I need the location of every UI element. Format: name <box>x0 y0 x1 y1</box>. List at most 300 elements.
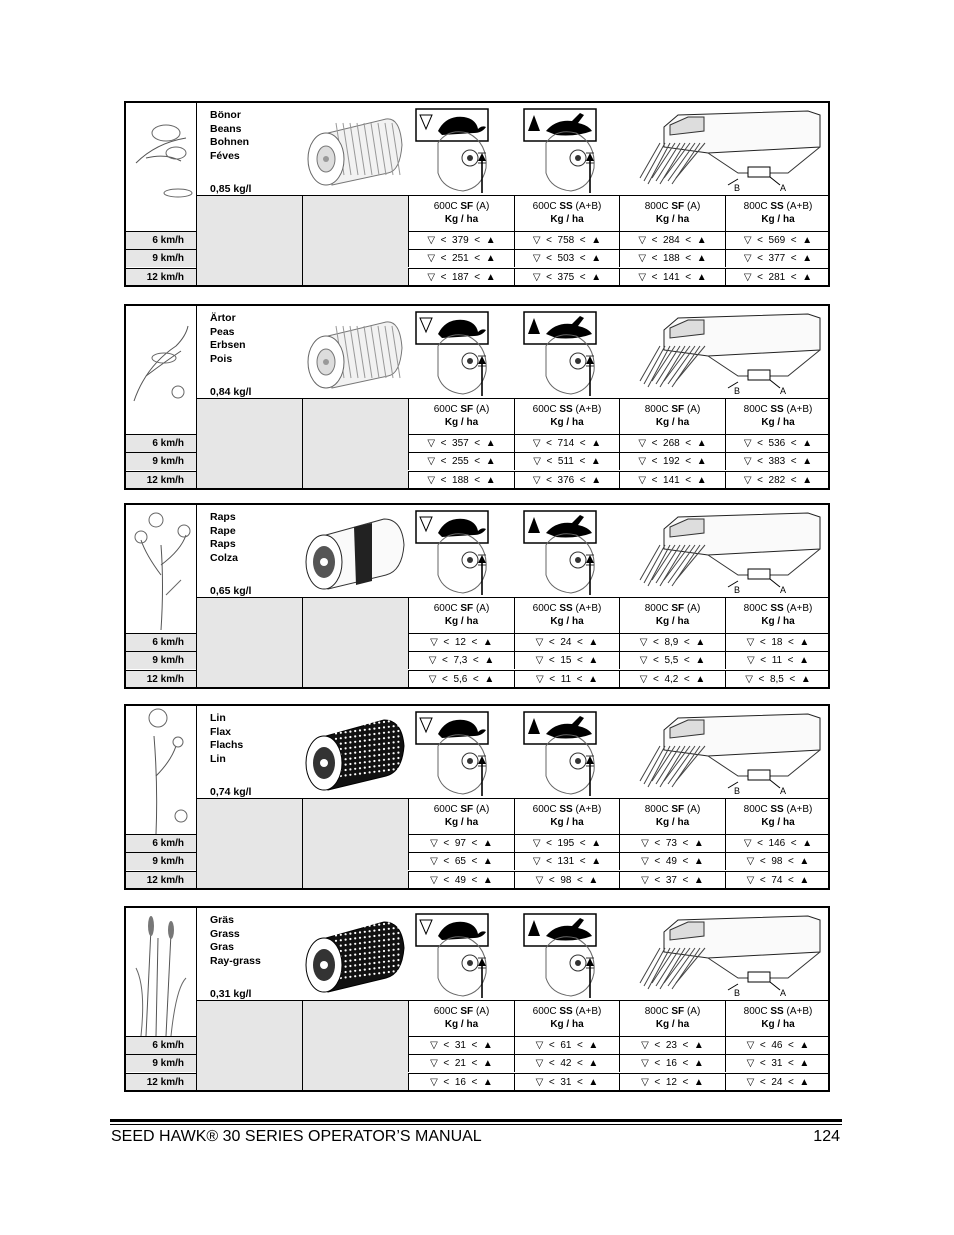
lt-symbol: < <box>682 1040 689 1051</box>
rate-value: 16 <box>665 1058 677 1069</box>
lt-symbol: < <box>685 253 692 264</box>
lt-symbol: < <box>759 637 766 648</box>
lt-symbol: < <box>443 1058 450 1069</box>
blank-cell <box>302 798 408 890</box>
rate-cell <box>619 871 725 889</box>
speed-label: 9 km/h <box>126 651 196 669</box>
model-name: 600C <box>433 603 458 614</box>
lt-symbol: < <box>685 235 692 246</box>
model-name: 600C <box>532 201 557 212</box>
footer-rule <box>110 1119 842 1122</box>
high-symbol: ▲ <box>482 1077 493 1088</box>
lt-symbol: < <box>443 838 450 849</box>
rate-value: 192 <box>663 456 680 467</box>
rate-value: 61 <box>560 1040 572 1051</box>
page-number: 124 <box>813 1128 840 1145</box>
rate-cell <box>725 651 830 669</box>
low-symbol: ▽ <box>430 1077 438 1088</box>
lt-symbol: < <box>546 253 552 264</box>
low-symbol: ▽ <box>743 438 752 449</box>
high-symbol: ▲ <box>485 475 496 486</box>
rate-column-header <box>619 597 725 633</box>
high-symbol: ▲ <box>591 438 602 449</box>
metering-config: (A+B) <box>575 201 602 212</box>
lt-symbol: < <box>790 438 797 449</box>
lt-symbol: < <box>789 674 796 685</box>
rate-value: 24 <box>771 1077 783 1088</box>
high-symbol: ▲ <box>588 1040 599 1051</box>
lt-symbol: < <box>654 856 661 867</box>
rate-value: 18 <box>771 637 783 648</box>
speed-label: 6 km/h <box>126 1036 196 1054</box>
lt-symbol: < <box>546 272 552 283</box>
rate-cell <box>408 670 514 688</box>
crop-name: Bönor <box>210 109 241 121</box>
crop-name: Colza <box>210 551 239 564</box>
blank-cell <box>302 1000 408 1092</box>
rate-unit: Kg / ha <box>761 616 795 627</box>
high-symbol: ▲ <box>590 456 601 467</box>
lt-symbol: < <box>651 456 658 467</box>
low-symbol: ▽ <box>427 438 436 449</box>
rate-value: 16 <box>454 1077 466 1088</box>
speed-setting-icons <box>408 306 830 398</box>
blank-cell <box>196 798 302 890</box>
plant-illustration <box>126 706 197 836</box>
lt-symbol: < <box>546 438 552 449</box>
lt-symbol: < <box>757 272 763 283</box>
low-symbol: ▽ <box>535 875 544 886</box>
low-symbol: ▽ <box>743 272 752 283</box>
lt-symbol: < <box>757 235 763 246</box>
rate-value: 569 <box>768 235 786 246</box>
lt-symbol: < <box>546 456 553 467</box>
low-symbol: ▽ <box>428 655 437 666</box>
lt-symbol: < <box>440 456 447 467</box>
speed-setting-icons <box>408 908 830 1000</box>
rate-value: 282 <box>768 475 786 486</box>
low-symbol: ▽ <box>428 674 437 685</box>
rate-cell <box>725 834 830 852</box>
blank-cell <box>196 1000 302 1092</box>
high-symbol: ▲ <box>485 253 496 264</box>
rate-unit: Kg / ha <box>655 817 690 828</box>
rate-value: 141 <box>663 475 680 486</box>
rate-unit: Kg / ha <box>655 616 690 627</box>
low-symbol: ▽ <box>746 1040 755 1051</box>
model-type: SF <box>460 1006 474 1017</box>
rate-cell <box>408 268 514 286</box>
lt-symbol: < <box>440 235 447 246</box>
roller-illustration <box>298 916 408 996</box>
model-name: 600C <box>532 404 557 415</box>
rate-cell <box>725 268 830 286</box>
lt-symbol: < <box>471 1040 478 1051</box>
rate-value: 281 <box>768 272 786 283</box>
crop-table <box>124 101 830 287</box>
rate-cell <box>408 1073 514 1091</box>
crop-density: 0,31 kg/l <box>210 988 252 1000</box>
lt-symbol: < <box>443 856 450 867</box>
lt-symbol: < <box>790 235 797 246</box>
blank-cell <box>302 398 408 490</box>
lt-symbol: < <box>790 475 797 486</box>
metering-config: (A) <box>475 404 490 415</box>
rate-cell <box>514 651 619 669</box>
rate-cell <box>619 231 725 249</box>
lt-symbol: < <box>683 674 690 685</box>
crop-names <box>210 712 252 798</box>
rate-cell <box>725 231 830 249</box>
high-symbol: ▲ <box>799 1077 810 1088</box>
rate-column-header <box>408 398 514 434</box>
high-symbol: ▲ <box>693 838 704 849</box>
lt-symbol: < <box>474 438 481 449</box>
label-a: A <box>780 386 787 396</box>
rate-value: 42 <box>560 1058 572 1069</box>
rate-cell <box>514 871 619 889</box>
speed-label: 12 km/h <box>126 670 196 688</box>
rate-cell <box>619 471 725 489</box>
rate-cell <box>514 434 619 452</box>
label-a: A <box>780 183 787 193</box>
lt-symbol: < <box>577 1058 583 1069</box>
lt-symbol: < <box>548 875 555 886</box>
lt-symbol: < <box>579 272 586 283</box>
lt-symbol: < <box>683 655 690 666</box>
metering-config: (A) <box>475 201 490 212</box>
high-symbol: ▲ <box>802 235 813 246</box>
speed-label: 9 km/h <box>126 249 196 267</box>
lt-symbol: < <box>443 1040 450 1051</box>
rate-unit: Kg / ha <box>550 214 584 225</box>
speed-label: 12 km/h <box>126 268 196 286</box>
high-symbol: ▲ <box>693 1058 704 1069</box>
crop-name: Ärtor <box>210 312 236 324</box>
lt-symbol: < <box>759 1058 766 1069</box>
low-symbol: ▽ <box>743 456 752 467</box>
lt-symbol: < <box>474 475 481 486</box>
label-a: A <box>780 585 787 595</box>
lt-symbol: < <box>579 838 586 849</box>
model-name: 800C <box>644 804 669 815</box>
rate-cell <box>725 1036 830 1054</box>
lt-symbol: < <box>788 875 794 886</box>
lt-symbol: < <box>759 1077 766 1088</box>
rate-unit: Kg / ha <box>444 417 479 428</box>
lt-symbol: < <box>474 272 481 283</box>
low-symbol: ▽ <box>535 1077 544 1088</box>
rate-value: 536 <box>768 438 786 449</box>
low-symbol: ▽ <box>743 235 752 246</box>
crop-name: Gras <box>210 941 234 953</box>
metering-config: (A+B) <box>786 404 813 415</box>
lt-symbol: < <box>546 235 552 246</box>
rate-value: 379 <box>452 235 469 246</box>
model-name: 800C <box>644 201 669 212</box>
rate-cell <box>725 434 830 452</box>
crop-name: Bohnen <box>210 136 250 148</box>
speed-label: 9 km/h <box>126 852 196 870</box>
rate-unit: Kg / ha <box>444 616 479 627</box>
low-symbol: ▽ <box>427 475 436 486</box>
lt-symbol: < <box>653 674 659 685</box>
high-symbol: ▲ <box>482 875 493 886</box>
lt-symbol: < <box>577 1077 583 1088</box>
rate-cell <box>408 231 514 249</box>
footer-title: SEED HAWK® 30 SERIES OPERATOR’S MANUAL <box>111 1128 482 1145</box>
rate-cell <box>619 1036 725 1054</box>
high-symbol: ▲ <box>799 1040 810 1051</box>
high-symbol: ▲ <box>482 1040 493 1051</box>
model-name: 600C <box>433 1006 458 1017</box>
roller-illustration <box>298 714 408 794</box>
blank-cell <box>196 597 302 689</box>
low-symbol: ▽ <box>745 674 753 685</box>
high-symbol: ▲ <box>591 235 602 246</box>
rate-column-header <box>725 1000 830 1036</box>
rate-value: 5,5 <box>664 655 679 666</box>
lt-symbol: < <box>651 235 658 246</box>
model-type: SF <box>671 201 685 212</box>
rate-column-header <box>725 798 830 834</box>
rate-cell <box>514 231 619 249</box>
rate-cell <box>619 670 725 688</box>
rate-column-header <box>619 195 725 231</box>
rate-unit: Kg / ha <box>550 817 584 828</box>
lt-symbol: < <box>682 875 689 886</box>
high-symbol: ▲ <box>485 272 496 283</box>
model-name: 800C <box>644 1006 669 1017</box>
rate-unit: Kg / ha <box>444 1019 479 1030</box>
crop-names <box>210 109 252 195</box>
high-symbol: ▲ <box>484 674 495 685</box>
high-symbol: ▲ <box>802 838 813 849</box>
model-type: SS <box>559 404 573 415</box>
crop-name: Peas <box>210 325 235 338</box>
lt-symbol: < <box>548 1077 555 1088</box>
crop-name: Ray-grass <box>210 954 261 967</box>
high-symbol: ▲ <box>799 637 810 648</box>
lt-symbol: < <box>576 674 583 685</box>
rate-value: 188 <box>452 475 469 486</box>
lt-symbol: < <box>440 253 447 264</box>
lt-symbol: < <box>685 456 692 467</box>
lt-symbol: < <box>654 1040 661 1051</box>
high-symbol: ▲ <box>591 253 602 264</box>
model-type: SF <box>671 603 685 614</box>
model-name: 800C <box>743 1006 768 1017</box>
rate-unit: Kg / ha <box>761 817 795 828</box>
lt-symbol: < <box>442 674 448 685</box>
rate-cell <box>619 1054 725 1072</box>
rate-value: 251 <box>452 253 469 264</box>
rate-cell <box>514 1073 619 1091</box>
low-symbol: ▽ <box>641 1040 649 1051</box>
high-symbol: ▲ <box>800 674 811 685</box>
low-symbol: ▽ <box>638 272 647 283</box>
low-symbol: ▽ <box>532 856 541 867</box>
rate-unit: Kg / ha <box>655 1019 690 1030</box>
low-symbol: ▽ <box>532 838 541 849</box>
roller-illustration <box>298 111 408 191</box>
rate-column-header <box>619 798 725 834</box>
model-type: SS <box>559 1006 573 1017</box>
label-b: B <box>734 386 741 396</box>
lt-symbol: < <box>760 655 767 666</box>
rate-value: 23 <box>665 1040 677 1051</box>
rate-cell <box>619 633 725 651</box>
crop-name: Lin <box>210 712 226 724</box>
crop-name: Flax <box>210 725 232 738</box>
model-type: SF <box>460 804 474 815</box>
crop-density: 0,65 kg/l <box>210 585 252 597</box>
crop-name: Flachs <box>210 739 244 751</box>
lt-symbol: < <box>683 637 690 648</box>
rate-value: 268 <box>663 438 680 449</box>
rate-value: 357 <box>452 438 469 449</box>
lt-symbol: < <box>546 475 552 486</box>
rate-cell <box>514 249 619 267</box>
roller-illustration <box>298 513 408 593</box>
high-symbol: ▲ <box>696 272 707 283</box>
rate-cell <box>619 268 725 286</box>
rate-value: 24 <box>560 637 572 648</box>
lt-symbol: < <box>577 1040 583 1051</box>
rate-cell <box>725 471 830 489</box>
metering-config: (A+B) <box>575 404 602 415</box>
low-symbol: ▽ <box>532 438 541 449</box>
high-symbol: ▲ <box>696 475 707 486</box>
rate-value: 12 <box>665 1077 677 1088</box>
rate-column-header <box>408 195 514 231</box>
lt-symbol: < <box>682 1077 689 1088</box>
crop-table <box>124 503 830 689</box>
lt-symbol: < <box>757 253 763 264</box>
rate-value: 377 <box>768 253 786 264</box>
rate-cell <box>514 1054 619 1072</box>
lt-symbol: < <box>579 856 586 867</box>
low-symbol: ▽ <box>743 838 752 849</box>
high-symbol: ▲ <box>482 856 493 867</box>
rate-cell <box>725 452 830 470</box>
metering-config: (A+B) <box>786 1006 813 1017</box>
rate-cell <box>408 871 514 889</box>
low-symbol: ▽ <box>746 875 755 886</box>
speed-setting-icons <box>408 103 830 195</box>
rate-cell <box>725 249 830 267</box>
high-symbol: ▲ <box>802 475 813 486</box>
model-type: SF <box>460 404 474 415</box>
lt-symbol: < <box>759 1040 766 1051</box>
lt-symbol: < <box>787 655 794 666</box>
metering-config: (A) <box>686 404 701 415</box>
lt-symbol: < <box>757 838 763 849</box>
rate-cell <box>725 670 830 688</box>
model-type: SS <box>770 1006 784 1017</box>
lt-symbol: < <box>579 253 586 264</box>
crop-table <box>124 704 830 890</box>
rate-column-header <box>408 798 514 834</box>
low-symbol: ▽ <box>535 655 544 666</box>
lt-symbol: < <box>548 1040 555 1051</box>
high-symbol: ▲ <box>802 253 813 264</box>
high-symbol: ▲ <box>799 1058 810 1069</box>
model-name: 800C <box>743 201 768 212</box>
rate-cell <box>514 471 619 489</box>
lt-symbol: < <box>471 1077 478 1088</box>
rate-value: 11 <box>771 655 783 666</box>
rate-value: 758 <box>557 235 575 246</box>
rate-value: 375 <box>557 272 575 283</box>
rate-cell <box>408 651 514 669</box>
speed-label: 6 km/h <box>126 231 196 249</box>
high-symbol: ▲ <box>485 235 496 246</box>
rate-cell <box>514 268 619 286</box>
high-symbol: ▲ <box>591 856 602 867</box>
high-symbol: ▲ <box>591 475 602 486</box>
model-type: SF <box>460 603 474 614</box>
model-name: 600C <box>532 1006 557 1017</box>
blank-cell <box>196 398 302 490</box>
lt-symbol: < <box>471 838 478 849</box>
low-symbol: ▽ <box>746 1077 755 1088</box>
high-symbol: ▲ <box>588 637 599 648</box>
plant-illustration <box>126 103 197 233</box>
rate-cell <box>514 633 619 651</box>
lt-symbol: < <box>442 655 448 666</box>
lt-symbol: < <box>653 637 659 648</box>
rate-column-header <box>725 195 830 231</box>
rate-column-header <box>514 398 619 434</box>
rate-cell <box>725 871 830 889</box>
metering-config: (A) <box>475 1006 490 1017</box>
speed-label: 9 km/h <box>126 1054 196 1072</box>
plant-illustration <box>126 505 197 635</box>
lt-symbol: < <box>474 456 481 467</box>
lt-symbol: < <box>579 438 586 449</box>
lt-symbol: < <box>579 475 586 486</box>
lt-symbol: < <box>759 875 766 886</box>
rate-unit: Kg / ha <box>761 1019 795 1030</box>
rate-unit: Kg / ha <box>761 417 795 428</box>
rate-cell <box>408 852 514 870</box>
metering-config: (A+B) <box>786 804 813 815</box>
plant-illustration <box>126 908 197 1038</box>
rate-value: 31 <box>771 1058 783 1069</box>
rate-cell <box>725 1054 830 1072</box>
speed-label: 6 km/h <box>126 633 196 651</box>
lt-symbol: < <box>757 438 763 449</box>
low-symbol: ▽ <box>641 838 649 849</box>
model-type: SF <box>671 804 685 815</box>
high-symbol: ▲ <box>588 674 598 685</box>
speed-label: 9 km/h <box>126 452 196 470</box>
crop-density: 0,84 kg/l <box>210 386 252 398</box>
rate-column-header <box>725 398 830 434</box>
crop-table <box>124 304 830 490</box>
lt-symbol: < <box>548 637 555 648</box>
rate-cell <box>408 249 514 267</box>
low-symbol: ▽ <box>639 655 648 666</box>
low-symbol: ▽ <box>639 674 648 685</box>
rate-cell <box>514 834 619 852</box>
model-name: 800C <box>644 404 669 415</box>
lt-symbol: < <box>548 655 555 666</box>
rate-value: 15 <box>560 655 572 666</box>
lt-symbol: < <box>472 674 479 685</box>
lt-symbol: < <box>443 875 450 886</box>
